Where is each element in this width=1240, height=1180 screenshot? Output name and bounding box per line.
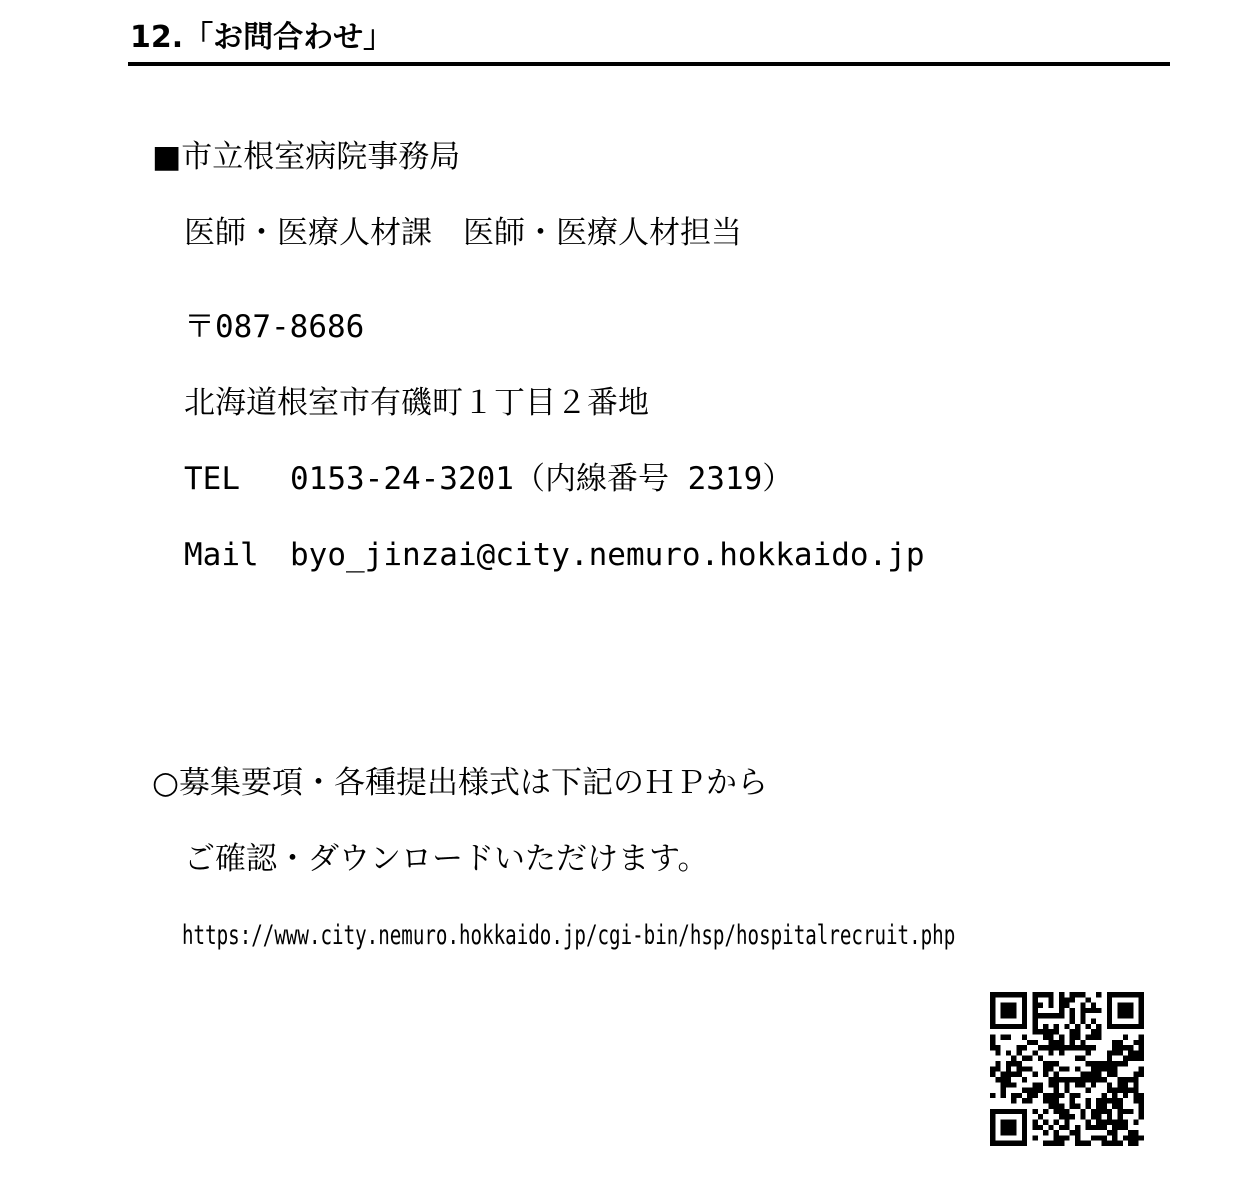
mail-link[interactable]: byo_jinzai@city.nemuro.hokkaido.jp <box>290 537 925 573</box>
address: 北海道根室市有磯町１丁目２番地 <box>184 385 649 421</box>
heading-underline <box>128 62 1170 66</box>
postal-code: 〒087-8686 <box>184 309 365 345</box>
notice-line-1: ○募集要項・各種提出様式は下記のＨＰから <box>152 765 769 801</box>
recruit-url-link[interactable]: https://www.city.nemuro.hokkaido.jp/cgi-bin/hsp/hospitalrecruit.php <box>182 920 956 951</box>
tel-value[interactable]: 0153-24-3201（内線番号 2319） <box>290 461 794 497</box>
tel-label: TEL <box>184 461 240 497</box>
department-name: 医師・医療人材課 医師・医療人材担当 <box>184 215 742 251</box>
mail-label: Mail <box>184 537 259 573</box>
office-name: ■市立根室病院事務局 <box>152 139 461 175</box>
qr-code-icon[interactable] <box>990 992 1144 1146</box>
notice-line-2: ご確認・ダウンロードいただけます。 <box>184 841 709 877</box>
mail-row <box>184 535 925 575</box>
section-heading: 12.「お問合わせ」 <box>130 20 394 55</box>
tel-row <box>184 459 793 499</box>
